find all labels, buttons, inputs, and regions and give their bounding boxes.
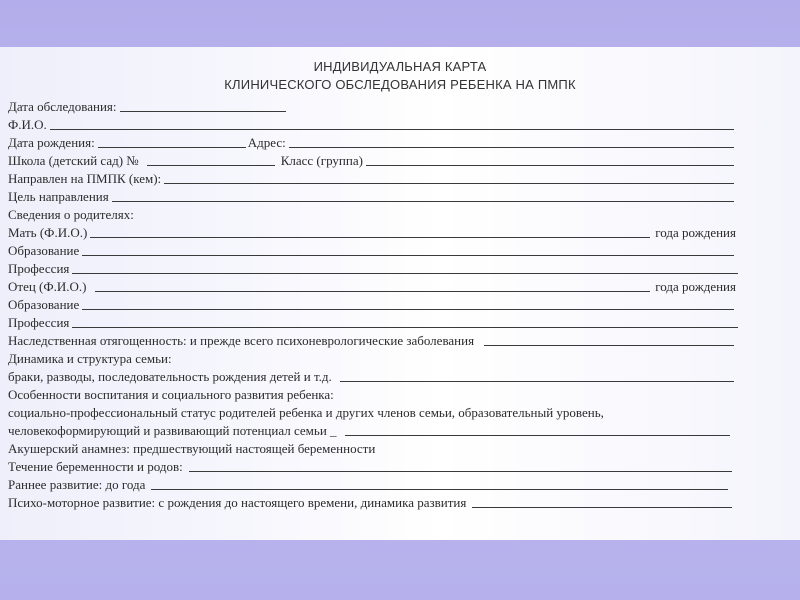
- potential-row: [8, 420, 732, 438]
- parents-info-row: [8, 204, 134, 222]
- mother-education-row: [8, 240, 736, 258]
- early-dev-row: [8, 474, 730, 492]
- heredity-row: [8, 330, 736, 348]
- purpose-blank[interactable]: [112, 189, 734, 202]
- form-title-line-1: ИНДИВИДУАЛЬНАЯ КАРТА: [313, 59, 487, 74]
- fio-label: Ф.И.О.: [8, 117, 47, 132]
- address-blank[interactable]: [289, 135, 734, 148]
- father-profession-label: Профессия: [8, 315, 70, 330]
- class-group-label: Класс (группа): [280, 153, 363, 168]
- mother-education-label: Образование: [8, 243, 80, 258]
- birth-date-label: Дата рождения:: [8, 135, 95, 150]
- social-status-label: социально-профессиональный статус родителей ребенка и других членов семьи, образовательный уровень,: [8, 405, 604, 420]
- exam-date-label: Дата обследования:: [8, 99, 117, 114]
- mother-education-blank[interactable]: [82, 243, 734, 256]
- father-education-blank[interactable]: [82, 297, 734, 310]
- purpose-label: Цель направления: [8, 189, 109, 204]
- mother-row: [8, 222, 736, 240]
- early-dev-label: Раннее развитие: до года: [8, 477, 146, 492]
- class-group-blank[interactable]: [366, 153, 734, 166]
- obstetric-row: [8, 438, 375, 456]
- fio-row: [8, 114, 736, 132]
- father-profession-blank[interactable]: [72, 315, 738, 328]
- psychomotor-row: [8, 492, 734, 510]
- father-row: [8, 276, 736, 294]
- potential-blank[interactable]: [345, 423, 730, 436]
- fio-blank[interactable]: [50, 117, 734, 130]
- marriages-row: [8, 366, 736, 384]
- referred-by-blank[interactable]: [164, 171, 734, 184]
- upbringing-label: Особенности воспитания и социального развития ребенка:: [8, 387, 334, 402]
- school-blank[interactable]: [147, 153, 275, 166]
- birth-date-blank[interactable]: [98, 135, 246, 148]
- referred-by-label: Направлен на ПМПК (кем):: [8, 171, 162, 186]
- purpose-row: [8, 186, 736, 204]
- father-education-label: Образование: [8, 297, 80, 312]
- mother-profession-row: [8, 258, 740, 276]
- mother-profession-blank[interactable]: [72, 261, 738, 274]
- father-label: Отец (Ф.И.О.): [8, 279, 87, 294]
- social-status-row: [8, 402, 604, 420]
- father-education-row: [8, 294, 736, 312]
- psychomotor-label: Психо-моторное развитие: с рождения до настоящего времени, динамика развития: [8, 495, 467, 510]
- form-title-line-2: КЛИНИЧЕСКОГО ОБСЛЕДОВАНИЯ РЕБЕНКА НА ПМПК: [224, 77, 576, 92]
- heredity-label: Наследственная отягощенность: и прежде всего психоневрологические заболевания: [8, 333, 475, 348]
- mother-birth-year-label: года рождения: [655, 225, 736, 240]
- mother-blank[interactable]: [90, 225, 650, 238]
- exam-date-blank[interactable]: [120, 99, 287, 112]
- mother-label: Мать (Ф.И.О.): [8, 225, 88, 240]
- upbringing-row: [8, 384, 334, 402]
- exam-date-row: [8, 96, 288, 114]
- father-birth-year-label: года рождения: [655, 279, 736, 294]
- family-dynamics-label: Динамика и структура семьи:: [8, 351, 172, 366]
- obstetric-label: Акушерский анамнез: предшествующий настоящей беременности: [8, 441, 376, 456]
- potential-label: человекоформирующий и развивающий потенциал семьи _: [8, 423, 337, 438]
- early-dev-blank[interactable]: [151, 477, 728, 490]
- birth-address-row: [8, 132, 736, 150]
- address-label: Адрес:: [247, 135, 286, 150]
- pregnancy-blank[interactable]: [189, 459, 732, 472]
- family-dynamics-row: [8, 348, 172, 366]
- psychomotor-blank[interactable]: [472, 495, 732, 508]
- father-profession-row: [8, 312, 740, 330]
- school-label: Школа (детский сад) №: [8, 153, 139, 168]
- slide-page: [0, 47, 800, 540]
- heredity-blank[interactable]: [484, 333, 734, 346]
- referred-row: [8, 168, 736, 186]
- pregnancy-row: [8, 456, 734, 474]
- mother-profession-label: Профессия: [8, 261, 70, 276]
- pregnancy-label: Течение беременности и родов:: [8, 459, 183, 474]
- marriages-blank[interactable]: [340, 369, 734, 382]
- parents-info-label: Сведения о родителях:: [8, 207, 134, 222]
- marriages-label: браки, разводы, последовательность рождения детей и т.д.: [8, 369, 332, 384]
- father-blank[interactable]: [95, 279, 651, 292]
- school-row: [8, 150, 736, 168]
